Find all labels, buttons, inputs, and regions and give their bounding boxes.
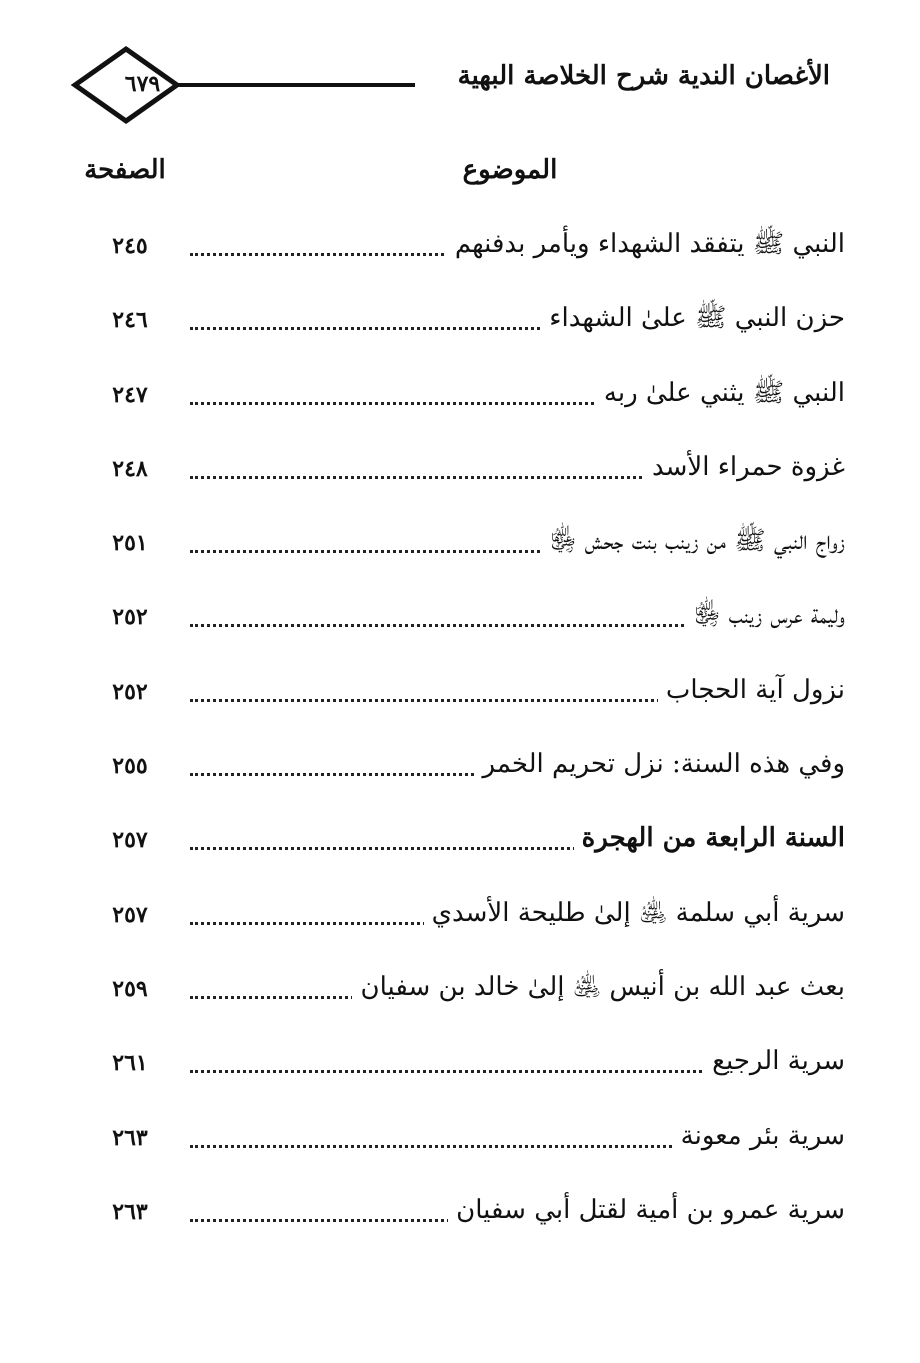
toc-entry-topic: حزن النبي ﷺ علىٰ الشهداء	[541, 296, 845, 340]
toc-entry-topic: سرية عمرو بن أمية لقتل أبي سفيان	[448, 1188, 845, 1232]
page-number: ٦٧٩	[124, 71, 161, 97]
toc-entry	[90, 965, 845, 1039]
toc-entry	[90, 1188, 845, 1262]
toc-entry-topic: بعث عبد الله بن أنيس ﵁ إلىٰ خالد بن سفيان	[352, 965, 845, 1009]
toc-entry	[90, 891, 845, 965]
running-title: الأغصان الندية شرح الخلاصة البهية	[457, 61, 830, 91]
toc-entry	[90, 519, 845, 593]
toc-entry-topic: النبي ﷺ يثني علىٰ ربه	[596, 371, 845, 415]
toc-entry-page: ٢٦١	[112, 1050, 148, 1077]
toc-entry-page: ٢٤٨	[112, 455, 148, 482]
toc-section-heading	[90, 816, 845, 890]
toc-entry-page: ٢٤٥	[112, 233, 148, 259]
toc-entry-topic: غزوة حمراء الأسد	[644, 445, 845, 489]
toc-entry-page: ٢٤٧	[112, 381, 148, 408]
toc-list	[90, 222, 845, 1262]
toc-entry	[90, 1039, 845, 1113]
toc-entry-topic: سرية أبي سلمة ﵁ إلىٰ طليحة الأسدي	[424, 891, 845, 935]
toc-entry	[90, 593, 845, 667]
toc-entry-page: ٢٥٧	[112, 827, 148, 854]
toc-entry-topic: وفي هذه السنة: نزل تحريم الخمر	[474, 742, 845, 786]
page-header	[70, 45, 830, 125]
toc-entry-page: ٢٦٣	[112, 1124, 148, 1151]
toc-entry	[90, 445, 845, 519]
toc-entry-topic: النبي ﷺ يتفقد الشهداء ويأمر بدفنهم	[447, 222, 845, 266]
toc-entry-page: ٢٥٧	[112, 901, 148, 928]
toc-entry-topic: سرية بئر معونة	[673, 1114, 845, 1158]
page-column-header: الصفحة	[84, 155, 166, 185]
toc-entry	[90, 296, 845, 370]
toc-entry-page: ٢٥٥	[112, 753, 148, 780]
toc-entry-page: ٢٥٢	[112, 678, 148, 705]
toc-entry-page: ٢٥٢	[112, 604, 148, 631]
toc-entry-topic: زواج النبي ﷺ من زينب بنت جحش ﵂	[542, 519, 845, 563]
toc-entry-topic: سرية الرجيع	[704, 1039, 845, 1083]
toc-entry-page: ٢٥١	[112, 530, 148, 557]
toc-entry	[90, 222, 845, 296]
toc-entry	[90, 668, 845, 742]
toc-entry-topic: وليمة عرس زينب ﵂	[686, 593, 845, 637]
topic-column-header: الموضوع	[462, 155, 558, 185]
toc-entry-page: ٢٤٦	[112, 307, 148, 334]
toc-entry	[90, 742, 845, 816]
toc-entry	[90, 1114, 845, 1188]
toc-entry-page: ٢٦٣	[112, 1198, 148, 1225]
toc-entry-topic: نزول آية الحجاب	[658, 668, 845, 712]
toc-entry-page: ٢٥٩	[112, 975, 148, 1002]
toc-entry	[90, 371, 845, 445]
toc-entry-topic: السنة الرابعة من الهجرة	[574, 816, 845, 860]
